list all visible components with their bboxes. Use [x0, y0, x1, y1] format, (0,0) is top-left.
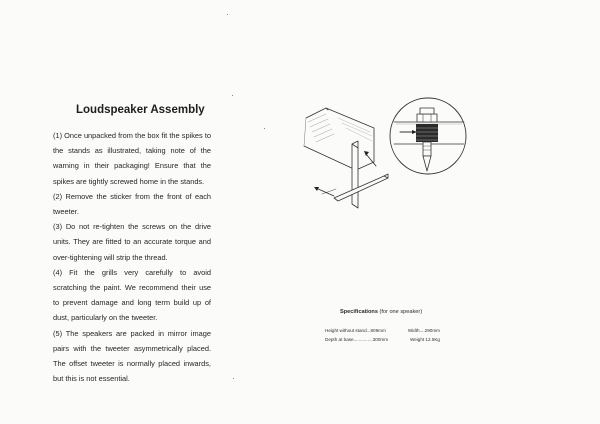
instruction-step-2: (2) Remove the sticker from the front of each tweeter.	[53, 191, 211, 217]
section-heading: Loudspeaker Assembly	[76, 104, 205, 116]
specifications-title: Specifications	[340, 309, 378, 315]
spike-arrows	[314, 151, 376, 196]
instruction-step-4: (4) Fit the grills very carefully to avoid scratching the paint. We recommend their use to prevent damage and long term build up of dust, particularly on the tweeter.	[53, 267, 211, 323]
stand-pillar-drawing	[352, 141, 358, 208]
spec-height: Height without stand...809mm	[325, 328, 386, 333]
spike-detail-magnified	[390, 98, 466, 174]
scan-speck	[227, 14, 228, 15]
scan-speck	[264, 128, 265, 129]
specifications-note: (for one speaker)	[379, 309, 423, 315]
instruction-step-5: (5) The speakers are packed in mirror image pairs with the tweeter asymmetrically placed. The offset tweeter is normally placed inwards, but this is not essential.	[53, 328, 211, 384]
spec-weight: Weight 12.5Kg	[409, 337, 440, 342]
speaker-cabinet-drawing	[304, 108, 374, 170]
spec-depth: Depth at base...............300mm	[325, 337, 389, 342]
instruction-step-1: (1) Once unpacked from the box fit the spikes to the stands as illustrated, taking note of the warning in their packaging! Ensure that the spikes are tightly screwed home in the stands.	[53, 131, 211, 186]
assembly-instructions	[53, 128, 211, 386]
spec-row-depth-weight	[325, 337, 440, 342]
spike-assembly-illustration	[296, 96, 468, 214]
spec-row-height-width	[325, 328, 440, 333]
scan-speck	[232, 95, 233, 96]
instruction-step-3: (3) Do not re-tighten the screws on the drive units. They are fitted to an accurate torque and over-tightening will strip the thread.	[53, 222, 211, 262]
spec-width: Width....290mm	[407, 328, 440, 333]
scan-speck	[233, 378, 234, 379]
specifications-heading	[340, 309, 422, 315]
